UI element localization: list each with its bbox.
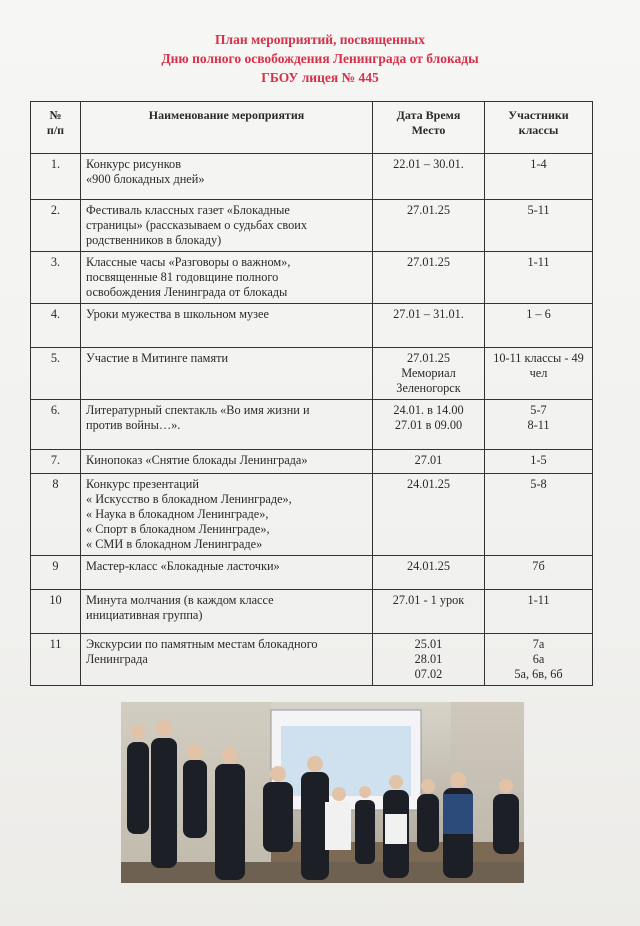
cell-line: 27.01.25 xyxy=(406,203,451,217)
cell-line: против войны…». xyxy=(86,418,181,432)
events-table xyxy=(30,101,593,686)
cell-line: Литературный спектакль «Во имя жизни и xyxy=(86,403,310,417)
table-row xyxy=(31,200,593,252)
cell-date-place xyxy=(373,252,485,304)
cell-line: Зеленогорск xyxy=(396,381,461,395)
cell-event-name xyxy=(81,556,373,590)
table-row xyxy=(31,474,593,556)
cell-num: 5. xyxy=(31,348,81,400)
title-line-1: План мероприятий, посвященных xyxy=(215,32,425,47)
cell-event-name xyxy=(81,348,373,400)
cell-line: 22.01 – 30.01. xyxy=(393,157,464,171)
cell-line: 7б xyxy=(532,559,545,573)
cell-event-name xyxy=(81,200,373,252)
cell-line: « Наука в блокадном Ленинграде», xyxy=(86,507,269,521)
cell-line: № xyxy=(49,108,62,122)
cell-participants xyxy=(485,450,593,474)
cell-line: 1 – 6 xyxy=(526,307,551,321)
cell-date-place xyxy=(373,304,485,348)
table-header-row xyxy=(31,102,593,154)
cell-line: « СМИ в блокадном Ленинграде» xyxy=(86,537,263,551)
cell-line: Дата Время xyxy=(396,108,461,122)
cell-num: 9 xyxy=(31,556,81,590)
cell-participants xyxy=(485,154,593,200)
cell-line: Экскурсии по памятным местам блокадного xyxy=(86,637,318,651)
table-row xyxy=(31,590,593,634)
cell-line: 5-11 xyxy=(527,203,550,217)
cell-line: «900 блокадных дней» xyxy=(86,172,205,186)
cell-date-place xyxy=(373,474,485,556)
cell-event-name xyxy=(81,474,373,556)
table-row xyxy=(31,154,593,200)
cell-line: Конкурс рисунков xyxy=(86,157,182,171)
table-row xyxy=(31,348,593,400)
cell-participants xyxy=(485,634,593,686)
cell-line: 24.01.25 xyxy=(406,559,451,573)
cell-line: 5-8 xyxy=(530,477,547,491)
cell-line: Мемориал xyxy=(401,366,456,380)
cell-line: 24.01. в 14.00 xyxy=(393,403,464,417)
table-row xyxy=(31,252,593,304)
cell-date-place xyxy=(373,154,485,200)
cell-line: Конкурс презентаций xyxy=(86,477,199,491)
table-row xyxy=(31,400,593,450)
cell-date-place xyxy=(373,400,485,450)
cell-num: 1. xyxy=(31,154,81,200)
cell-event-name xyxy=(81,304,373,348)
cell-line: Место xyxy=(411,123,446,137)
cell-line: Мастер-класс «Блокадные ласточки» xyxy=(86,559,280,573)
cell-line: 5а, 6в, 6б xyxy=(514,667,563,681)
cell-line: 6а xyxy=(532,652,545,666)
cell-line: Уроки мужества в школьном музее xyxy=(86,307,269,321)
cell-num: 10 xyxy=(31,590,81,634)
cell-event-name xyxy=(81,450,373,474)
cell-num: 7. xyxy=(31,450,81,474)
cell-line: 27.01 - 1 урок xyxy=(392,593,465,607)
cell-participants xyxy=(485,474,593,556)
cell-date-place xyxy=(373,348,485,400)
cell-participants xyxy=(485,304,593,348)
cell-line: 10-11 классы - 49 xyxy=(493,351,584,365)
cell-date-place xyxy=(373,556,485,590)
cell-line: 07.02 xyxy=(414,667,443,681)
table-row xyxy=(31,634,593,686)
cell-line: классы xyxy=(518,123,559,137)
cell-line: Классные часы «Разговоры о важном», xyxy=(86,255,291,269)
cell-date-place xyxy=(373,450,485,474)
header-date xyxy=(373,102,485,154)
document-title xyxy=(0,30,640,87)
table-row xyxy=(31,304,593,348)
cell-participants xyxy=(485,590,593,634)
cell-line: 27.01 в 09.00 xyxy=(394,418,463,432)
cell-num: 4. xyxy=(31,304,81,348)
cell-event-name xyxy=(81,634,373,686)
cell-line: 28.01 xyxy=(414,652,443,666)
cell-num: 8 xyxy=(31,474,81,556)
table-row xyxy=(31,556,593,590)
cell-event-name xyxy=(81,252,373,304)
cell-line: освобождения Ленинграда от блокады xyxy=(86,285,288,299)
cell-line: Минута молчания (в каждом классе xyxy=(86,593,274,607)
cell-line: 5-7 xyxy=(530,403,547,417)
cell-num: 6. xyxy=(31,400,81,450)
cell-participants xyxy=(485,200,593,252)
cell-date-place xyxy=(373,634,485,686)
cell-line: 1-4 xyxy=(530,157,547,171)
cell-date-place xyxy=(373,590,485,634)
cell-participants xyxy=(485,252,593,304)
photo-illustration xyxy=(121,702,524,883)
title-line-3: ГБОУ лицея № 445 xyxy=(261,70,379,85)
cell-line: Участие в Митинге памяти xyxy=(86,351,229,365)
cell-line: Кинопоказ «Снятие блокады Ленинграда» xyxy=(86,453,308,467)
cell-line: посвященные 81 годовщине полного xyxy=(86,270,279,284)
cell-line: 27.01 xyxy=(414,453,443,467)
cell-line: родственников в блокаду) xyxy=(86,233,222,247)
cell-line: Участники xyxy=(508,108,569,122)
cell-participants xyxy=(485,556,593,590)
header-name xyxy=(81,102,373,154)
cell-line: « Искусство в блокадном Ленинграде», xyxy=(86,492,292,506)
cell-line: 24.01.25 xyxy=(406,477,451,491)
cell-line: 7а xyxy=(532,637,545,651)
header-participants xyxy=(485,102,593,154)
cell-line: 25.01 xyxy=(414,637,443,651)
cell-event-name xyxy=(81,590,373,634)
table-row xyxy=(31,450,593,474)
cell-line: страницы» (рассказываем о судьбах своих xyxy=(86,218,307,232)
cell-line: Ленинграда xyxy=(86,652,148,666)
cell-event-name xyxy=(81,154,373,200)
cell-num: 2. xyxy=(31,200,81,252)
cell-line: 8-11 xyxy=(527,418,550,432)
cell-date-place xyxy=(373,200,485,252)
cell-line: чел xyxy=(529,366,548,380)
cell-line: п/п xyxy=(46,123,65,137)
cell-line: 27.01.25 xyxy=(406,255,451,269)
cell-line: Наименование мероприятия xyxy=(148,108,305,122)
cell-participants xyxy=(485,400,593,450)
cell-line: 1-11 xyxy=(527,593,550,607)
cell-event-name xyxy=(81,400,373,450)
cell-line: « Спорт в блокадном Ленинграде», xyxy=(86,522,270,536)
cell-line: 1-11 xyxy=(527,255,550,269)
cell-line: Фестиваль классных газет «Блокадные xyxy=(86,203,290,217)
cell-line: 27.01 – 31.01. xyxy=(393,307,464,321)
cell-line: инициативная группа) xyxy=(86,608,203,622)
cell-line: 27.01.25 xyxy=(406,351,451,365)
event-photo xyxy=(121,702,524,883)
title-line-2: Дню полного освобождения Ленинграда от блокады xyxy=(161,51,479,66)
cell-line: 1-5 xyxy=(530,453,547,467)
cell-participants xyxy=(485,348,593,400)
header-num xyxy=(31,102,81,154)
cell-num: 3. xyxy=(31,252,81,304)
cell-num: 11 xyxy=(31,634,81,686)
